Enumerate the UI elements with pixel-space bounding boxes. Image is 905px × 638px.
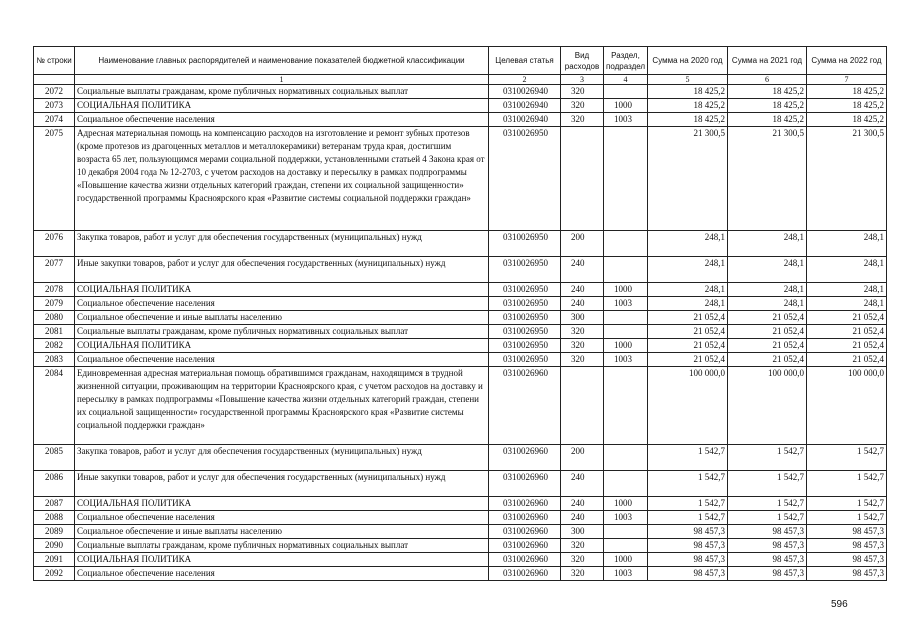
row-number: 2082 [34,339,75,353]
row-expense-type: 200 [561,231,604,257]
row-sum-2020: 21 052,4 [648,339,728,353]
row-number: 2092 [34,567,75,581]
row-name: Социальные выплаты гражданам, кроме публичных нормативных социальных выплат [75,325,489,339]
row-section [604,127,648,231]
row-sum-2022: 18 425,2 [807,99,887,113]
column-number: 2 [489,75,561,85]
row-target-article: 0310026950 [489,311,561,325]
table-row [34,567,887,581]
row-sum-2021: 98 457,3 [728,525,807,539]
row-sum-2022: 21 052,4 [807,339,887,353]
row-number: 2080 [34,311,75,325]
row-name: Закупка товаров, работ и услуг для обеспечения государственных (муниципальных) нужд [75,445,489,471]
row-expense-type: 240 [561,257,604,283]
row-target-article: 0310026960 [489,539,561,553]
row-sum-2021: 18 425,2 [728,113,807,127]
row-sum-2021: 1 542,7 [728,497,807,511]
row-name: Закупка товаров, работ и услуг для обеспечения государственных (муниципальных) нужд [75,231,489,257]
row-sum-2022: 248,1 [807,297,887,311]
row-sum-2021: 248,1 [728,297,807,311]
header-row-no: № строки [34,47,75,75]
table-row [34,283,887,297]
row-number: 2074 [34,113,75,127]
row-target-article: 0310026940 [489,113,561,127]
row-section [604,311,648,325]
row-name: Социальное обеспечение населения [75,567,489,581]
row-sum-2021: 100 000,0 [728,367,807,445]
row-sum-2022: 98 457,3 [807,525,887,539]
row-sum-2021: 21 052,4 [728,353,807,367]
row-expense-type: 320 [561,567,604,581]
row-number: 2086 [34,471,75,497]
row-section: 1003 [604,511,648,525]
row-section: 1003 [604,353,648,367]
row-name: Социальное обеспечение населения [75,297,489,311]
row-sum-2022: 21 300,5 [807,127,887,231]
row-number: 2077 [34,257,75,283]
row-number: 2087 [34,497,75,511]
row-section [604,231,648,257]
row-sum-2020: 1 542,7 [648,497,728,511]
row-target-article: 0310026950 [489,325,561,339]
row-name: Социальное обеспечение и иные выплаты населению [75,525,489,539]
row-target-article: 0310026950 [489,257,561,283]
row-section: 1003 [604,567,648,581]
row-number: 2075 [34,127,75,231]
row-section: 1000 [604,339,648,353]
row-target-article: 0310026960 [489,445,561,471]
row-expense-type [561,127,604,231]
page-number: 596 [831,599,848,610]
row-section [604,539,648,553]
table-row [34,297,887,311]
row-section [604,445,648,471]
row-name: Иные закупки товаров, работ и услуг для обеспечения государственных (муниципальных) нужд [75,471,489,497]
table-row [34,445,887,471]
header-sum-2021: Сумма на 2021 год [728,47,807,75]
table-row [34,85,887,99]
table-row [34,497,887,511]
row-section: 1000 [604,283,648,297]
table-row [34,231,887,257]
row-sum-2022: 98 457,3 [807,567,887,581]
row-number: 2072 [34,85,75,99]
row-sum-2020: 21 052,4 [648,325,728,339]
table-row [34,525,887,539]
row-name: Социальные выплаты гражданам, кроме публичных нормативных социальных выплат [75,85,489,99]
row-section: 1000 [604,553,648,567]
row-number: 2081 [34,325,75,339]
row-sum-2021: 1 542,7 [728,445,807,471]
row-section: 1003 [604,297,648,311]
row-sum-2021: 248,1 [728,231,807,257]
header-name: Наименование главных распорядителей и наименование показателей бюджетной классификации [75,47,489,75]
column-number: 4 [604,75,648,85]
row-expense-type: 320 [561,553,604,567]
row-target-article: 0310026950 [489,283,561,297]
header-sum-2020: Сумма на 2020 год [648,47,728,75]
row-name: СОЦИАЛЬНАЯ ПОЛИТИКА [75,553,489,567]
row-section [604,525,648,539]
budget-table [33,46,887,581]
row-target-article: 0310026960 [489,567,561,581]
table-row [34,325,887,339]
row-sum-2020: 248,1 [648,283,728,297]
table-row [34,99,887,113]
row-number: 2088 [34,511,75,525]
row-number: 2084 [34,367,75,445]
row-number: 2076 [34,231,75,257]
row-section: 1000 [604,99,648,113]
row-name: Социальное обеспечение и иные выплаты населению [75,311,489,325]
header-target: Целевая статья [489,47,561,75]
header-row [34,47,887,75]
row-sum-2020: 100 000,0 [648,367,728,445]
row-target-article: 0310026950 [489,353,561,367]
table-row [34,113,887,127]
table-row [34,511,887,525]
column-number: 3 [561,75,604,85]
table-row [34,367,887,445]
row-target-article: 0310026960 [489,525,561,539]
row-sum-2020: 98 457,3 [648,567,728,581]
row-sum-2021: 98 457,3 [728,539,807,553]
table-row [34,471,887,497]
row-sum-2021: 18 425,2 [728,85,807,99]
row-section [604,257,648,283]
row-sum-2020: 18 425,2 [648,85,728,99]
row-name: Социальное обеспечение населения [75,113,489,127]
row-expense-type: 300 [561,311,604,325]
row-sum-2021: 1 542,7 [728,511,807,525]
row-sum-2020: 1 542,7 [648,445,728,471]
row-expense-type: 320 [561,113,604,127]
row-number: 2090 [34,539,75,553]
row-expense-type: 300 [561,525,604,539]
row-expense-type: 320 [561,353,604,367]
row-expense-type: 240 [561,511,604,525]
row-name: Социальное обеспечение населения [75,353,489,367]
column-number: 1 [75,75,489,85]
row-expense-type: 320 [561,99,604,113]
row-number: 2073 [34,99,75,113]
row-section [604,367,648,445]
table-row [34,311,887,325]
row-name: Единовременная адресная материальная помощь обратившимся гражданам, находящимся в трудной жизненной ситуации, проживающим на территории Красноярского края, с учетом расходов на доставку и пересылку в рамках подпрограммы «Повышение качества жизни отдельных категорий граждан, степени их социальной защищенности» государственной программы Красноярского края «Развитие системы социальной поддержки граждан» [75,367,489,445]
row-expense-type: 320 [561,539,604,553]
row-section [604,85,648,99]
row-name: Адресная материальная помощь на компенсацию расходов на изготовление и ремонт зубных протезов (кроме протезов из драгоценных металлов и металлокерамики) ветеранам труда края, достигшим возраста 65 лет, пользующимся мерами социальной поддержки, установленными статьей 4 Закона края от 10 декабря 2004 года № 12-2703, с учетом расходов на доставку и пересылку в рамках подпрограммы «Повышение качества жизни отдельных категорий граждан, степени их социальной защищенности» государственной программы Красноярского края «Развитие системы социальной поддержки граждан» [75,127,489,231]
row-target-article: 0310026950 [489,297,561,311]
table-row [34,257,887,283]
row-number: 2079 [34,297,75,311]
row-number: 2078 [34,283,75,297]
row-expense-type: 240 [561,283,604,297]
row-expense-type: 200 [561,445,604,471]
row-sum-2020: 18 425,2 [648,113,728,127]
row-name: СОЦИАЛЬНАЯ ПОЛИТИКА [75,99,489,113]
row-target-article: 0310026940 [489,85,561,99]
row-sum-2021: 21 052,4 [728,311,807,325]
row-sum-2020: 248,1 [648,257,728,283]
row-number: 2083 [34,353,75,367]
row-sum-2022: 98 457,3 [807,539,887,553]
row-target-article: 0310026960 [489,497,561,511]
table-row [34,553,887,567]
row-name: Социальные выплаты гражданам, кроме публичных нормативных социальных выплат [75,539,489,553]
row-target-article: 0310026960 [489,367,561,445]
row-sum-2021: 98 457,3 [728,553,807,567]
row-expense-type [561,367,604,445]
row-target-article: 0310026950 [489,339,561,353]
row-sum-2022: 1 542,7 [807,497,887,511]
row-sum-2021: 248,1 [728,257,807,283]
row-name: СОЦИАЛЬНАЯ ПОЛИТИКА [75,497,489,511]
column-number-row [34,75,887,85]
row-sum-2022: 21 052,4 [807,311,887,325]
row-sum-2021: 1 542,7 [728,471,807,497]
row-sum-2020: 21 300,5 [648,127,728,231]
column-number: 5 [648,75,728,85]
row-section [604,471,648,497]
header-razdel: Раздел, подраздел [604,47,648,75]
row-target-article: 0310026950 [489,231,561,257]
row-name: СОЦИАЛЬНАЯ ПОЛИТИКА [75,283,489,297]
row-expense-type: 240 [561,497,604,511]
row-target-article: 0310026940 [489,99,561,113]
row-sum-2022: 248,1 [807,231,887,257]
row-name: Социальное обеспечение населения [75,511,489,525]
row-sum-2022: 1 542,7 [807,445,887,471]
row-sum-2021: 18 425,2 [728,99,807,113]
row-sum-2020: 248,1 [648,297,728,311]
row-sum-2020: 21 052,4 [648,353,728,367]
row-target-article: 0310026950 [489,127,561,231]
row-sum-2020: 98 457,3 [648,553,728,567]
column-number: 7 [807,75,887,85]
table-row [34,339,887,353]
row-name: СОЦИАЛЬНАЯ ПОЛИТИКА [75,339,489,353]
table-row [34,127,887,231]
row-sum-2022: 248,1 [807,283,887,297]
column-number: 6 [728,75,807,85]
row-target-article: 0310026960 [489,471,561,497]
row-expense-type: 240 [561,471,604,497]
row-sum-2021: 21 052,4 [728,339,807,353]
row-name: Иные закупки товаров, работ и услуг для обеспечения государственных (муниципальных) нужд [75,257,489,283]
row-number: 2091 [34,553,75,567]
row-sum-2022: 21 052,4 [807,353,887,367]
row-section: 1000 [604,497,648,511]
row-number: 2085 [34,445,75,471]
row-number: 2089 [34,525,75,539]
row-section: 1003 [604,113,648,127]
row-sum-2022: 18 425,2 [807,113,887,127]
row-sum-2022: 18 425,2 [807,85,887,99]
row-target-article: 0310026960 [489,553,561,567]
row-section [604,325,648,339]
row-sum-2022: 1 542,7 [807,511,887,525]
row-target-article: 0310026960 [489,511,561,525]
row-sum-2021: 248,1 [728,283,807,297]
table-row [34,539,887,553]
header-sum-2022: Сумма на 2022 год [807,47,887,75]
row-sum-2020: 98 457,3 [648,525,728,539]
row-sum-2022: 1 542,7 [807,471,887,497]
row-sum-2020: 21 052,4 [648,311,728,325]
row-sum-2022: 98 457,3 [807,553,887,567]
row-sum-2020: 18 425,2 [648,99,728,113]
row-sum-2020: 1 542,7 [648,511,728,525]
row-sum-2022: 248,1 [807,257,887,283]
row-expense-type: 320 [561,339,604,353]
row-sum-2022: 21 052,4 [807,325,887,339]
row-expense-type: 320 [561,85,604,99]
row-expense-type: 240 [561,297,604,311]
row-expense-type: 320 [561,325,604,339]
row-sum-2021: 98 457,3 [728,567,807,581]
table-row [34,353,887,367]
row-sum-2021: 21 052,4 [728,325,807,339]
row-sum-2020: 248,1 [648,231,728,257]
row-sum-2022: 100 000,0 [807,367,887,445]
column-number [34,75,75,85]
row-sum-2020: 98 457,3 [648,539,728,553]
row-sum-2021: 21 300,5 [728,127,807,231]
row-sum-2020: 1 542,7 [648,471,728,497]
header-vid: Вид расходов [561,47,604,75]
